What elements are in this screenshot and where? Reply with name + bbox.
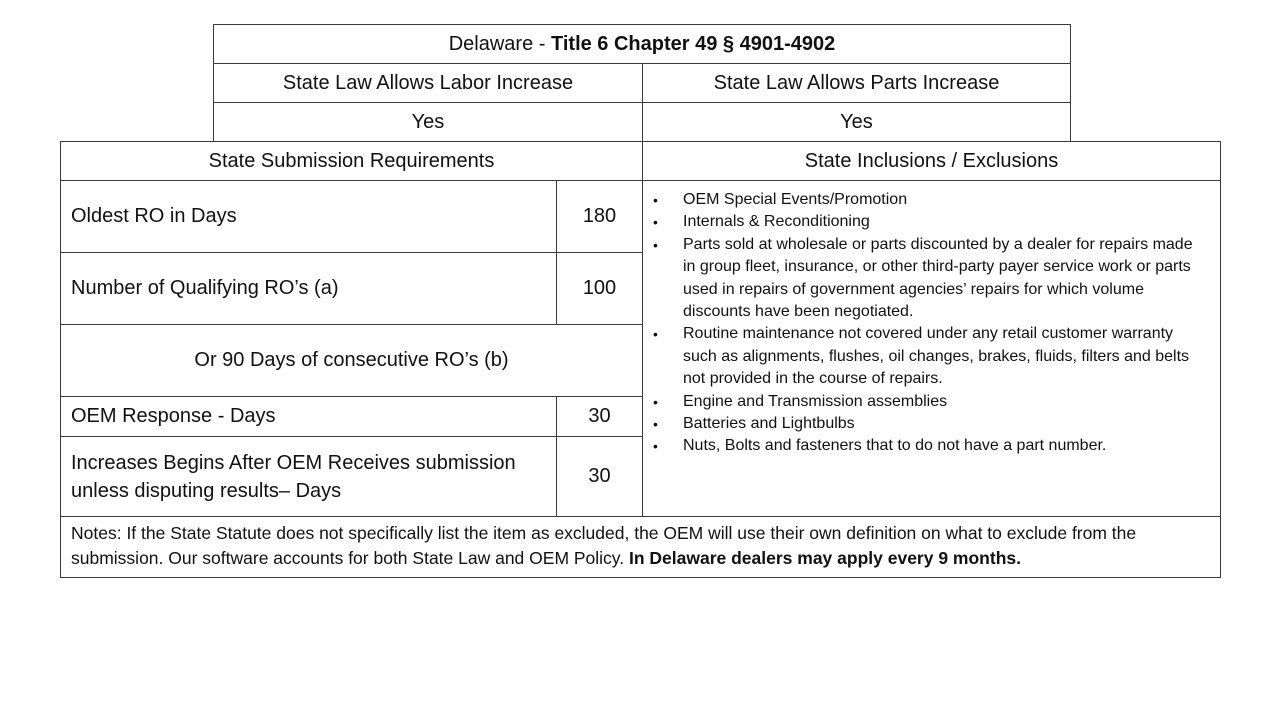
qualifying-ro-value-cell <box>556 252 643 325</box>
increase-begins-label-cell <box>60 436 557 517</box>
inclusion-item: • Nuts, Bolts and fasteners that to do not have a part number. <box>653 435 1200 457</box>
statute-reference: Title 6 Chapter 49 § 4901-4902 <box>551 32 836 55</box>
labor-increase-value: Yes <box>411 110 445 133</box>
title-separator: - <box>533 32 551 55</box>
qualifying-ro-label-cell <box>60 252 557 325</box>
requirements-header <box>60 141 643 181</box>
notes-text: Notes: If the State Statute does not specifically list the item as excluded, the OEM will use their own definition on what to exclude from the submission. Our software accounts for both State Law and OEM Policy. <box>71 523 1137 568</box>
statute-title <box>449 33 836 56</box>
oem-response-label-cell <box>60 396 557 437</box>
inclusion-item: • Routine maintenance not covered under any retail customer warranty such as alignments, flushes, oil changes, brakes, fluids, filters and belts not provided in the course of repairs. <box>653 323 1200 390</box>
increase-begins-value-cell <box>556 436 643 517</box>
oldest-ro-label-cell <box>60 180 557 253</box>
labor-increase-header <box>213 63 643 103</box>
qualifying-ro-label: Number of Qualifying RO’s (a) <box>71 277 339 299</box>
labor-increase-label: State Law Allows Labor Increase <box>282 71 574 94</box>
inclusions-list-cell <box>642 180 1221 517</box>
oem-response-label: OEM Response - Days <box>71 405 276 427</box>
increase-begins-label: Increases Begins After OEM Receives submission unless disputing results– Days <box>71 451 516 502</box>
inclusion-item: • OEM Special Events/Promotion <box>653 189 1200 211</box>
oldest-ro-value-cell <box>556 180 643 253</box>
parts-increase-header <box>642 63 1071 103</box>
parts-increase-value: Yes <box>840 110 873 133</box>
state-name: Delaware <box>448 32 534 55</box>
inclusions-heading: State Inclusions / Exclusions <box>804 149 1059 172</box>
inclusion-item: • Internals & Reconditioning <box>653 211 1200 233</box>
inclusion-item: • Batteries and Lightbulbs <box>653 413 1200 435</box>
alternative-requirement-cell <box>60 324 643 397</box>
inclusions-header <box>642 141 1221 181</box>
increase-begins-value: 30 <box>588 465 611 487</box>
labor-increase-value-cell <box>213 102 643 142</box>
inclusion-item: • Engine and Transmission assemblies <box>653 391 1200 413</box>
requirements-heading: State Submission Requirements <box>208 149 495 172</box>
parts-increase-label: State Law Allows Parts Increase <box>713 71 1000 94</box>
notes-bold-text: In Delaware dealers may apply every 9 months. <box>628 547 1021 568</box>
qualifying-ro-value: 100 <box>582 277 617 299</box>
oem-response-value-cell <box>556 396 643 437</box>
oldest-ro-value: 180 <box>582 205 617 227</box>
statute-title-cell <box>213 24 1071 64</box>
alternative-requirement-label: Or 90 Days of consecutive RO’s (b) <box>194 349 509 371</box>
oem-response-value: 30 <box>588 405 611 427</box>
notes-cell <box>60 516 1221 578</box>
parts-increase-value-cell <box>642 102 1071 142</box>
inclusions-list <box>653 189 1200 458</box>
inclusion-item: • Parts sold at wholesale or parts discounted by a dealer for repairs made in group fleet, insurance, or other third-party payer service work or parts used in repairs of government agencies’ repairs for which volume discounts have been negotiated. <box>653 234 1200 324</box>
oldest-ro-label: Oldest RO in Days <box>71 205 237 227</box>
